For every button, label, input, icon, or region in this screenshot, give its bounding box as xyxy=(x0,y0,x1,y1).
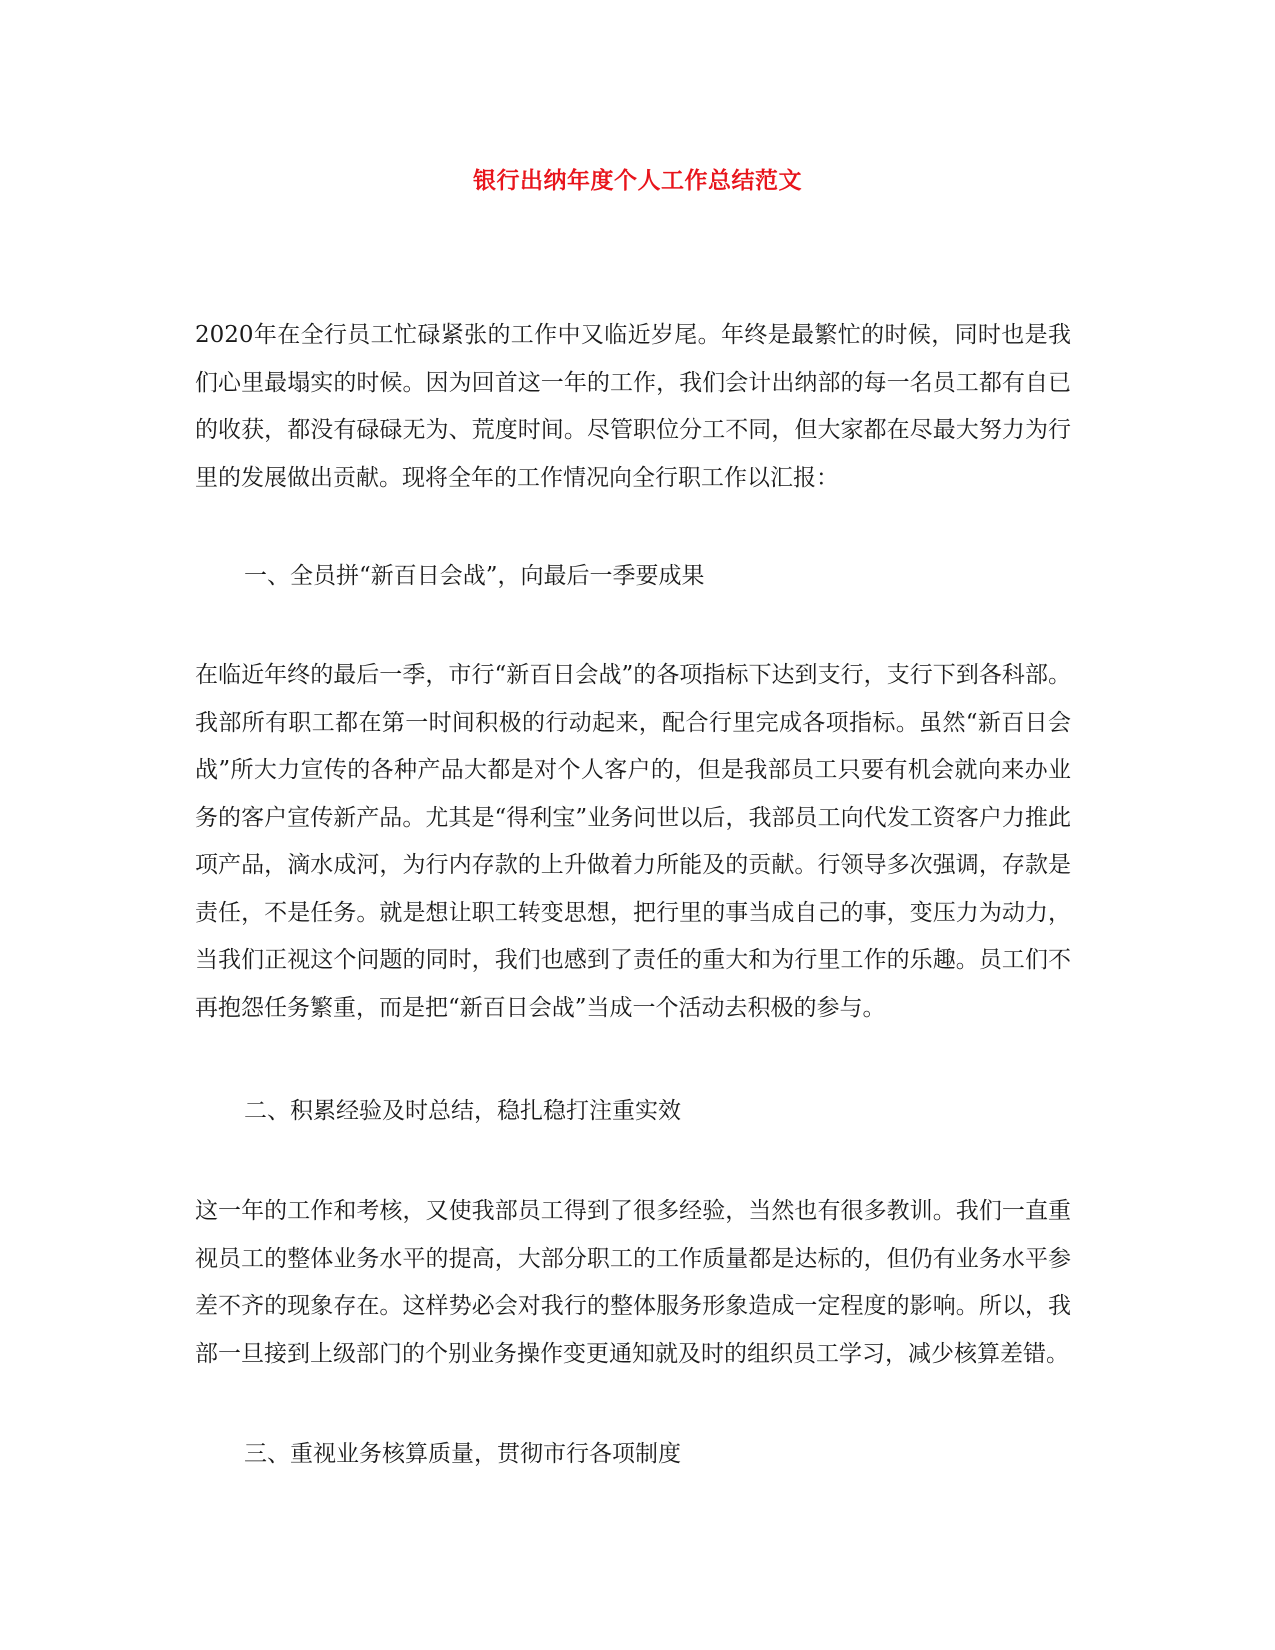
paragraph-intro: 2020年在全行员工忙碌紧张的工作中又临近岁尾。年终是最繁忙的时候，同时也是我们心里最塌实的时候。因为回首这一年的工作，我们会计出纳部的每一名员工都有自已的收获，都没有碌碌无为、荒度时间。尽管职位分工不同，但大家都在尽最大努力为行里的发展做出贡献。现将全年的工作情况向全行职工作以汇报： xyxy=(195,322,1071,491)
section-heading-2: 二、积累经验及时总结，稳扎稳打注重实效 xyxy=(244,1098,681,1124)
paragraph-section-1: 在临近年终的最后一季，市行“新百日会战”的各项指标下达到支行，支行下到各科部。我部所有职工都在第一时间积极的行动起来，配合行里完成各项指标。虽然“新百日会战”所大力宣传的各种产品大都是对个人客户的，但是我部员工只要有机会就向来办业务的客户宣传新产品。尤其是“得利宝”业务问世以后，我部员工向代发工资客户力推此项产品，滴水成河，为行内存款的上升做着力所能及的贡献。行领导多次强调，存款是责任，不是任务。就是想让职工转变思想，把行里的事当成自己的事，变压力为动力，当我们正视这个问题的同时，我们也感到了责任的重大和为行里工作的乐趣。员工们不再抱怨任务繁重，而是把“新百日会战”当成一个活动去积极的参与。 xyxy=(195,662,1071,1021)
document-title: 银行出纳年度个人工作总结范文 xyxy=(473,167,802,194)
paragraph-section-2: 这一年的工作和考核，又使我部员工得到了很多经验，当然也有很多教训。我们一直重视员工的整体业务水平的提高，大部分职工的工作质量都是达标的，但仍有业务水平参差不齐的现象存在。这样势必会对我行的整体服务形象造成一定程度的影响。所以，我部一旦接到上级部门的个别业务操作变更通知就及时的组织员工学习，减少核算差错。 xyxy=(195,1198,1071,1367)
section-heading-1: 一、全员拼“新百日会战”，向最后一季要成果 xyxy=(244,563,705,589)
section-heading-3: 三、重视业务核算质量，贯彻市行各项制度 xyxy=(244,1441,681,1467)
